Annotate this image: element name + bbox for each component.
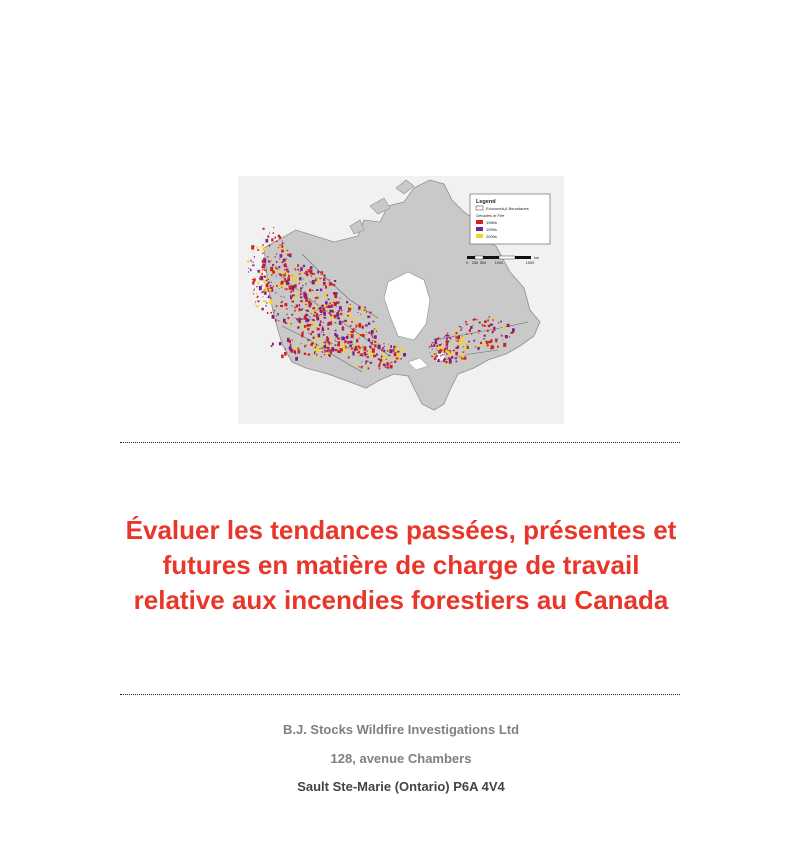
company-name: B.J. Stocks Wildfire Investigations Ltd [282,722,520,737]
scale-tick-1500: 1500 [525,261,535,265]
scale-bar [466,256,539,265]
scale-tick-500: 500 [479,261,487,265]
legend-group-title: Decades of Fire [476,213,505,218]
scale-unit: km [534,256,540,260]
dotted-rule-bottom [120,694,680,695]
title-line-3: relative aux incendies forestiers au Canada [133,585,669,615]
street-address: 128, avenue Chambers [330,751,472,766]
legend-label-1980s: 1980s [486,220,497,225]
report-title [60,513,742,618]
map-legend [470,194,550,244]
legend-label-1990s: 1990s [486,227,497,232]
legend-boundary-label: Ecozoneâ„¢ Boundaries [486,206,529,211]
legend-title: Legend [476,199,496,205]
title-line-2: futures en matière de charge de travail [162,550,640,580]
scale-tick-0: 0 [465,261,469,265]
scale-tick-250: 250 [471,261,479,265]
legend-label-2000s: 2000s [486,234,497,239]
legend-swatch-2000s [476,234,483,238]
canada-fire-map [238,176,564,424]
dotted-rule-top [120,442,680,443]
scale-tick-1000: 1000 [494,261,504,265]
city-address: Sault Ste-Marie (Ontario) P6A 4V4 [297,779,505,794]
title-line-1: Évaluer les tendances passées, présentes et [125,515,677,545]
legend-swatch-1990s [476,227,483,231]
legend-swatch-1980s [476,220,483,224]
